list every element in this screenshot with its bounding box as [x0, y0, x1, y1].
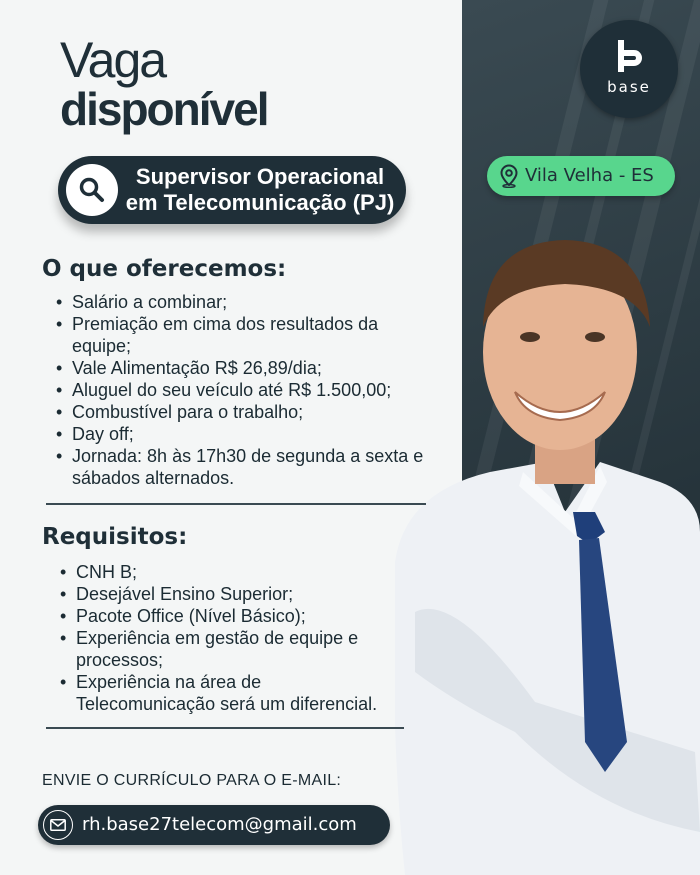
offer-item: • Vale Alimentação R$ 26,89/dia;: [50, 357, 430, 379]
job-title: [124, 164, 396, 216]
brand-logo: [580, 20, 678, 118]
offer-list: [50, 291, 430, 489]
search-icon-circle: [66, 164, 118, 216]
offer-item: • Day off;: [50, 423, 430, 445]
section-divider: [46, 503, 426, 505]
requirements-list: [54, 561, 404, 715]
offer-item: • Premiação em cima dos resultados da equipe;: [50, 313, 430, 357]
requirement-item: • Pacote Office (Nível Básico);: [54, 605, 404, 627]
job-title-line2: em Telecomunicação (PJ): [125, 190, 395, 215]
requirement-item: • Experiência em gestão de equipe e processos;: [54, 627, 404, 671]
job-title-pill: [58, 156, 406, 224]
offer-item: • Salário a combinar;: [50, 291, 430, 313]
contact-cta: ENVIE O CURRÍCULO PARA O E-MAIL:: [42, 772, 342, 789]
mail-icon: [50, 819, 66, 831]
section-divider: [46, 727, 404, 729]
headline-line2: disponível: [60, 83, 268, 135]
logo-text: base: [607, 78, 651, 96]
email-address[interactable]: rh.base27telecom@gmail.com: [82, 814, 357, 835]
requirements-title: Requisitos:: [42, 524, 188, 550]
base-b-icon: [614, 38, 644, 74]
offer-title: O que oferecemos:: [42, 256, 287, 282]
search-icon: [78, 176, 106, 204]
requirement-item: • Desejável Ensino Superior;: [54, 583, 404, 605]
requirement-item: • Experiência na área de Telecomunicação será um diferencial.: [54, 671, 404, 715]
mail-icon-circle: [43, 810, 73, 840]
headline: [60, 32, 268, 135]
headline-line1: Vaga: [60, 32, 166, 88]
job-title-line1: Supervisor Operacional: [135, 164, 385, 189]
location-badge: [487, 156, 675, 196]
requirement-item: • CNH B;: [54, 561, 404, 583]
offer-item: • Aluguel do seu veículo até R$ 1.500,00;: [50, 379, 430, 401]
offer-item: • Jornada: 8h às 17h30 de segunda a sexta e sábados alternados.: [50, 445, 430, 489]
email-link[interactable]: [38, 805, 390, 845]
location-pin-icon: [499, 164, 519, 188]
smiling-man-photo: [395, 232, 700, 875]
location-text: Vila Velha - ES: [525, 165, 654, 186]
offer-item: • Combustível para o trabalho;: [50, 401, 430, 423]
